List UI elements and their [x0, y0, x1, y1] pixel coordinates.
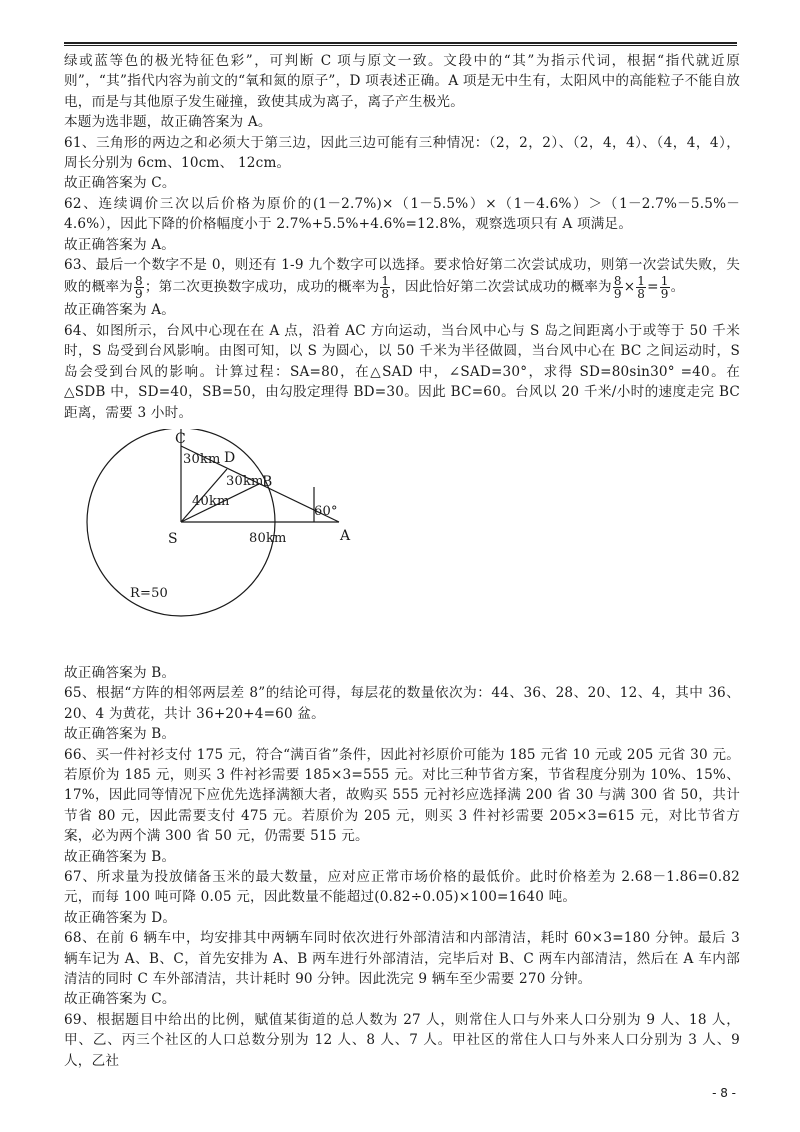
q62-text: 62、连续调价三次以后价格为原价的(1－2.7%)×（1－5.5%）×（1－4.6%）＞（1－2.7%－5.5%－4.6%），因此下降的价格幅度小于 2.7%+5.5%+4.6%=12.8%，观察选项只有 A 项满足。: [64, 195, 740, 233]
label-c: C: [175, 430, 186, 447]
fraction-8-9: $\frac{8}{9}$: [134, 274, 143, 302]
q65-answer: 故正确答案为 B。: [64, 726, 176, 743]
header-rule-thick: [64, 42, 737, 44]
label-30km-mid: 30km: [226, 473, 264, 489]
q67-text: 67、所求量为投放储备玉米的最大数量，应对应正常市场价格的最低价。此时价格差为 2.68－1.86=0.82 元，而每 100 吨可降 0.05 元，因此数量不能超过(0.82÷0.05)×100=1640 吨。: [64, 868, 740, 906]
q68-text: 68、在前 6 辆车中，均安排其中两辆车同时依次进行外部清洁和内部清洁，耗时 60×3=180 分钟。最后 3 辆车记为 A、B、C，首先安排为 A、B 两车进行外部清洁，完毕后对 B、C 两车内部清洁，然后在 A 车内部清洁的同时 C 车外部清洁，共计耗时 90 分钟。因此洗完 9 辆车至少需要 270 分钟。: [64, 930, 740, 987]
q61-text: 61、三角形的两边之和必须大于第三边，因此三边可能有三种情况：（2，2，2）、（2，4，4）、（4，4，4），周长分别为 6cm、10cm、 12cm。: [64, 134, 740, 172]
fraction-8-9-b: $\frac{8}{9}$: [613, 274, 622, 302]
q66-text: 66、买一件衬衫支付 175 元，符合“满百省”条件，因此衬衫原价可能为 185 元省 10 元或 205 元省 30 元。若原价为 185 元，则买 3 件衬衫需要 185×3=555 元。对比三种节省方案，节省程度分别为 10%、15%、17%，因此同等情况下应优先选择满额大者，故购买 555 元衬衫应选择满 200 省 30 与满 300 省 50，共计节省 80 元，因此需要支付 475 元。若原价为 205 元，则买 3 件衬衫需要 205×3=615 元，对比节省方案，必为两个满 300 省 50 元，仍需要 515 元。: [64, 746, 740, 845]
q65-text: 65、根据“方阵的相邻两层差 8”的结论可得，每层花的数量依次为：44、36、28、20、12、4，其中 36、20、4 为黄花，共计 36+20+4=60 盆。: [64, 685, 740, 722]
q62-answer: 故正确答案为 A。: [64, 236, 176, 253]
label-30km-top: 30km: [183, 451, 221, 467]
q69-text: 69、根据题目中给出的比例，赋值某街道的总人数为 27 人，则常住人口与外来人口分别为 9 人、18 人，甲、乙、丙三个社区的人口总数分别为 12 人、8 人、7 人。甲社区的常住人口与外来人口分别为 3 人、9 人，乙社: [64, 1011, 740, 1069]
label-80km: 80km: [249, 530, 287, 546]
fraction-1-8-b: $\frac{1}{8}$: [637, 274, 646, 302]
page-number: - 8 -: [712, 1086, 736, 1100]
q68-answer: 故正确答案为 C。: [64, 991, 176, 1008]
fraction-1-8: $\frac{1}{8}$: [381, 274, 390, 302]
q64-text: 64、如图所示，台风中心现在在 A 点，沿着 AC 方向运动，当台风中心与 S 岛之间距离小于或等于 50 千米时，S 岛受到台风影响。由图可知，以 S 为圆心，以 50 千米为半径做圆，当台风中心在 BC 之间运动时，S 岛会受到台风的影响。计算过程：SA=80，在△SAD 中，∠SAD=30°，求得 SD=80sin30° =40。在△SDB 中，SD=40，SB=50，由勾股定理得 BD=30。因此 BC=60。台风以 20 千米/小时的速度走完 BC 距离，需要 3 小时。: [64, 322, 740, 421]
fraction-1-9: $\frac{1}{9}$: [660, 274, 669, 302]
label-b: B: [262, 473, 273, 490]
page-body: [64, 51, 740, 1071]
label-radius: R=50: [130, 585, 169, 601]
q64-answer: 故正确答案为 B。: [64, 664, 176, 681]
label-40km: 40km: [192, 493, 230, 509]
intro-paragraph: 绿或蓝等色的极光特征色彩”，可判断 C 项与原文一致。文段中的“其”为指示代词，根据“指代就近原则”，“其”指代内容为前文的“氧和氮的原子”，D 项表述正确。A 项是无中生有，太阳风中的高能粒子不能自放电，而是与其他原子发生碰撞，致使其成为离子，离子产生极光。: [64, 53, 740, 110]
label-angle-60: 60°: [314, 503, 338, 519]
header-rule-thin: [64, 45, 737, 46]
label-s: S: [168, 530, 178, 547]
typhoon-diagram: [64, 429, 740, 661]
label-a: A: [340, 527, 351, 544]
q63-answer: 故正确答案为 A。: [64, 302, 176, 319]
q63-text: 63、最后一个数字不是 0，则还有 1-9 九个数字可以选择。要求恰好第二次尝试成功，则第一次尝试失败，失败的概率为 $\frac{8}{9}$ ；第二次更换数字成功，成功的概率为 $\frac{1}{8}$ ，因此恰好第二次尝试成功的概率为 $\frac{8}{9}$ × $\frac{1}{8}$ = $\frac{1}{9}$ 。: [64, 257, 740, 302]
q67-answer: 故正确答案为 D。: [64, 909, 177, 926]
label-d: D: [224, 449, 236, 466]
intro-conclusion: 本题为选非题，故正确答案为 A。: [64, 114, 272, 131]
q61-answer: 故正确答案为 C。: [64, 175, 176, 192]
q66-answer: 故正确答案为 B。: [64, 848, 176, 865]
typhoon-diagram-svg: [84, 429, 384, 661]
